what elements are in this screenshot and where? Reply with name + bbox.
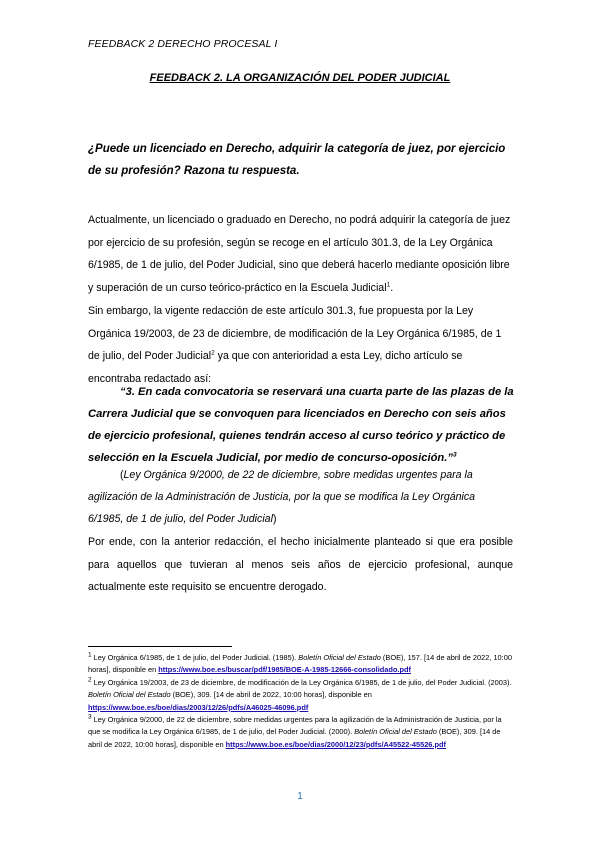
footnote-link[interactable]: https://www.boe.es/boe/dias/2000/12/23/pdfs/A45522-45526.pdf <box>225 739 446 749</box>
footnote-3 <box>88 714 513 751</box>
document-title: FEEDBACK 2. LA ORGANIZACIÓN DEL PODER JUDICIAL <box>149 72 451 84</box>
footnote-link[interactable]: https://www.boe.es/boe/dias/2003/12/26/pdfs/A46025-46096.pdf <box>88 702 309 712</box>
legal-quote <box>88 381 516 469</box>
legal-quote-text: “3. En cada convocatoria se reservará una cuarta parte de las plazas de la Carrera Judicial que se convoquen para licenciados en Derecho con seis años de ejercicio profesional, quienes tendrán acceso al curso teórico y práctico de selección en la Escuela Judicial, por medio de concurso-oposición.” <box>88 386 514 464</box>
paragraph-2 <box>88 300 513 390</box>
period: . <box>390 281 394 294</box>
footnote-number: 2 <box>88 676 92 684</box>
footnote-number: 1 <box>88 651 92 659</box>
footnote-text: Ley Orgánica 6/1985, de 1 de julio, del Poder Judicial. (1985). <box>91 653 299 662</box>
footnote-link[interactable]: https://www.boe.es/buscar/pdf/1985/BOE-A-1985-12666-consolidado.pdf <box>158 665 411 675</box>
paragraph-2-text-a: Sin embargo, la vigente redacción de este artículo 301.3, fue propuesta por la Ley Orgánica 19/2003, de 23 de diciembre, de modificación de la Ley Orgánica 6/1985, de 1 de julio, del Poder Judicial <box>88 305 502 362</box>
footnote-journal: Boletín Oficial del Estado <box>88 690 171 700</box>
footnotes-section <box>88 652 513 751</box>
footnote-text: Ley Orgánica 9/2000, de 22 de diciembre, sobre medidas urgentes para la agilización de la Administración de Justicia, por la que se modifica la Ley Orgánica 6/1985, de 1 de julio, del Poder Judicial. (2000). <box>88 715 502 737</box>
footnote-text: (BOE), 309. [14 de abril de 2022, 10:00 horas], disponible en <box>88 727 501 749</box>
paragraph-1 <box>88 209 513 299</box>
footnote-separator <box>88 646 232 647</box>
footnote-text: Ley Orgánica 19/2003, de 23 de diciembre, de modificación de la Ley Orgánica 6/1985, de 1 de julio, del Poder Judicial. (2003). <box>91 677 512 687</box>
paragraph-1-text: Actualmente, un licenciado o graduado en Derecho, no podrá adquirir la categoría de juez por ejercicio de su profesión, según se recoge en el artículo 301.3, de la Ley Orgánica 6/1985, de 1 de julio, del Poder Judicial, sino que deberá hacerlo mediante oposición libre y superación de un curso teórico-práctico en la Escuela Judicial <box>88 214 511 294</box>
citation-text: Ley Orgánica 9/2000, de 22 de diciembre, sobre medidas urgentes para la agilización de la Administración de Justicia, por la que se modifica la Ley Orgánica 6/1985, de 1 de julio, del Poder Judicial <box>88 469 476 525</box>
footnote-number: 3 <box>88 713 92 721</box>
running-header: FEEDBACK 2 DERECHO PROCESAL I <box>88 38 278 50</box>
paragraph-conclusion: Por ende, con la anterior redacción, el hecho inicialmente planteado si que era posible para aquellos que tuvieran al menos seis años de ejercicio profesional, aunque actualmente este requisito se encuentre derogado. <box>88 536 513 593</box>
footnote-ref-1[interactable]: 1 <box>386 280 391 288</box>
footnote-1 <box>88 652 513 677</box>
paragraph-2-text-b: ya que con anterioridad a esta Ley, dicho artículo se encontraba redactado así: <box>88 350 463 385</box>
footnote-journal: Boletín Oficial del Estado <box>298 653 381 662</box>
footnote-ref-2[interactable]: 2 <box>211 349 215 357</box>
citation-open-paren: ( <box>120 469 124 481</box>
citation-close-paren: ) <box>272 513 277 525</box>
quote-citation <box>88 464 513 530</box>
page-number: 1 <box>297 791 303 802</box>
footnote-ref-3[interactable]: 3 <box>452 451 457 459</box>
footnote-text: (BOE), 309. [14 de abril de 2022, 10:00 horas], disponible en <box>170 690 372 700</box>
footnote-journal: Boletín Oficial del Estado <box>354 727 437 737</box>
question-text: ¿Puede un licenciado en Derecho, adquirir la categoría de juez, por ejercicio de su profesión? Razona tu respuesta. <box>88 143 506 177</box>
footnote-2 <box>88 677 513 714</box>
footnote-text: (BOE), 157. [14 de abril de 2022, 10:00 horas], disponible en <box>88 653 512 675</box>
